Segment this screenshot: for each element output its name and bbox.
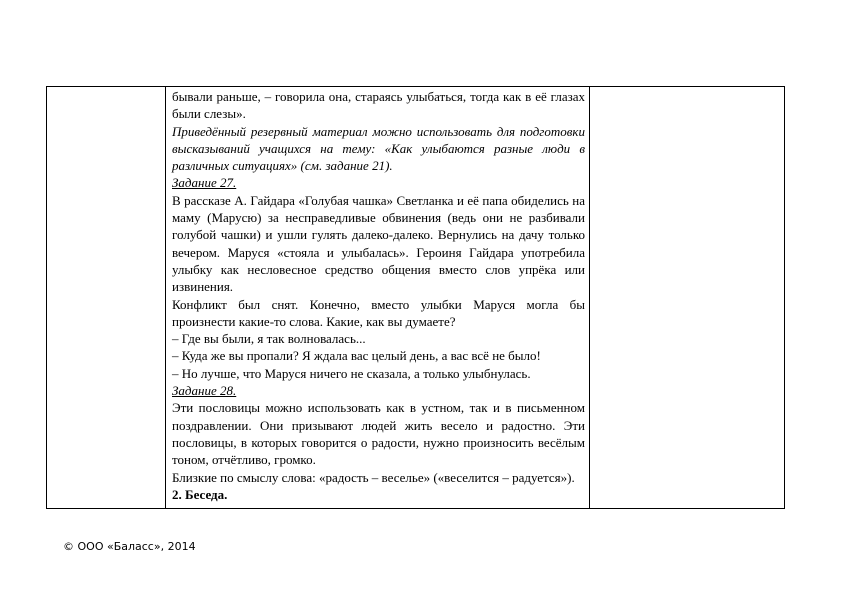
paragraph-synonyms: Близкие по смыслу слова: «радость – веселье» («веселится – радуется»). (172, 469, 575, 485)
dialogue-line-1: – Где вы были, я так волновалась... (172, 331, 366, 347)
paragraph-conflict: Конфликт был снят. Конечно, вместо улыбки Маруся могла бы произнести какие-то слова. Какие, как вы думаете? (172, 296, 585, 329)
lesson-table (46, 86, 785, 509)
paragraph-gaidar-story: В рассказе А. Гайдара «Голубая чашка» Светланка и её папа обиделись на маму (Марусю) за несправедливые обвинения (ведь они не разбивали голубой чашки) и ушли гулять далеко-далеко. Вернулись на дачу только вечером. Маруся «стояла и улыбалась». Героиня Гайдара употребила улыбку как несловесное средство общения вместо слов упрёка или извинения. (172, 192, 585, 295)
copyright-footer: © ООО «Баласс», 2014 (63, 540, 196, 553)
column-divider-right (589, 87, 590, 508)
paragraph-reserve-note: Приведённый резервный материал можно использовать для подготовки высказываний учащихся на тему: «Как улыбаются разные люди в различных ситуациях» (см. задание 21). (172, 123, 585, 174)
task-28-heading: Задание 28. (172, 383, 237, 399)
dialogue-line-3: – Но лучше, что Маруся ничего не сказала, а только улыбнулась. (172, 365, 531, 381)
column-divider-left (165, 87, 166, 508)
content-cell (172, 88, 585, 503)
paragraph-quote-end: бывали раньше, – говорила она, стараясь улыбаться, тогда как в её глазах были слезы». (172, 89, 585, 122)
section-conversation-heading: 2. Беседа. (172, 486, 228, 502)
paragraph-proverbs: Эти пословицы можно использовать как в устном, так и в письменном поздравлении. Они призывают людей жить весело и радостно. Эти пословицы, в которых говорится о радости, нужно произносить весёлым тоном, отчётливо, громко. (172, 400, 585, 468)
dialogue-line-2: – Куда же вы пропали? Я ждала вас целый день, а вас всё не было! (172, 348, 541, 364)
task-27-heading: Задание 27. (172, 175, 237, 191)
